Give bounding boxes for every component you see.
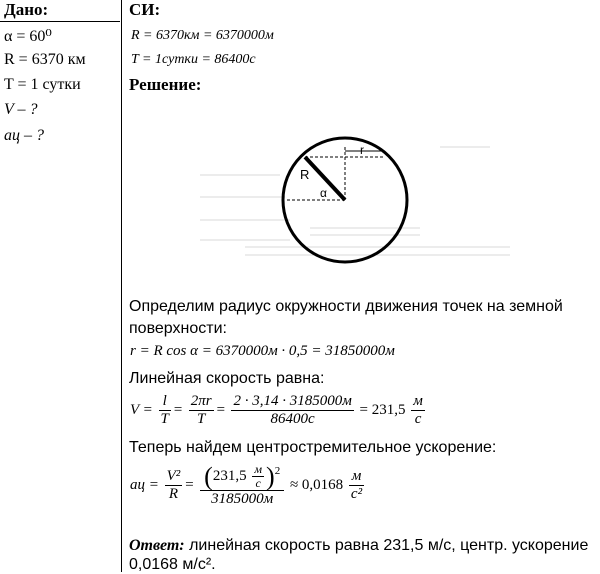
text-centripetal: Теперь найдем центростремительное ускорение: xyxy=(129,439,497,456)
formula-small-r: r = R cos α = 6370000м · 0,5 = 31850000м xyxy=(130,343,395,359)
text-radius-intro: Определим радиус окружности движения точек на земной xyxy=(129,298,563,315)
solution-title: Решение: xyxy=(129,75,202,94)
earth-diagram xyxy=(190,135,520,270)
frac-den: T xyxy=(196,411,206,427)
si-title: СИ: xyxy=(129,0,161,19)
frac-num: 2 · 3,14 · 3185000м xyxy=(233,393,352,409)
frac-num: м xyxy=(413,393,423,409)
given-title: Дано: xyxy=(4,0,49,19)
label-alpha: α xyxy=(320,186,327,200)
fraction-2pir-over-t xyxy=(189,393,214,428)
inner-unit xyxy=(252,463,264,490)
frac-den: 3185000м xyxy=(211,491,274,507)
frac-num: м xyxy=(349,468,364,486)
answer-paragraph xyxy=(129,536,599,574)
formula-acceleration: aц = $\frac{\text{V²}}{R}$ = (231,5 $\frac{м}{с}$ )$^2$ 3185000м ≈ 0,0168 $\frac{м}{\text{с²}}$ xyxy=(130,462,363,507)
faint-background-lines xyxy=(200,147,510,255)
formula-velocity: V = $\frac{l}{T}$ = $\frac{2\pi r}{T}$ = $\frac{2 \cdot 3,14 \cdot 3185000м}{86400с}$ = 231,5 $\frac{м}{с}$ xyxy=(130,393,423,427)
answer-text: линейная скорость равна 231,5 м/с, центр. ускорение 0,0168 м/с². xyxy=(129,537,589,573)
answer-label: Ответ: xyxy=(129,537,185,554)
text-linear-speed: Линейная скорость равна: xyxy=(129,370,325,387)
column-divider xyxy=(121,0,122,572)
fraction-l-over-t xyxy=(159,393,171,428)
si-line-period: T = 1сутки = 86400с xyxy=(131,52,256,67)
frac-den: R xyxy=(168,486,179,502)
fraction-unit xyxy=(411,393,425,428)
inner-value: 231,5 xyxy=(212,467,247,484)
fraction-v2-over-r xyxy=(165,468,183,503)
given-radius: R = 6370 км xyxy=(4,51,86,68)
frac-num: l xyxy=(159,393,171,411)
frac-den: с xyxy=(414,411,422,427)
frac-num: м xyxy=(254,462,263,476)
fraction-numeric xyxy=(200,463,284,508)
given-period: T = 1 сутки xyxy=(4,76,81,93)
given-alpha: α = 60⁰ xyxy=(4,28,52,45)
frac-den: T xyxy=(160,411,169,427)
frac-num-squared: (231,5 $\frac{м}{с}$ )$^2$ xyxy=(200,463,284,491)
text-radius-intro-cont: поверхности: xyxy=(129,320,227,337)
frac-den: с² xyxy=(350,486,363,502)
v-result: = 231,5 xyxy=(359,401,406,418)
given-column xyxy=(0,0,120,572)
frac-num: 2πr xyxy=(190,393,212,409)
frac-den: с xyxy=(255,476,261,490)
label-R: R xyxy=(300,167,310,182)
fraction-unit xyxy=(349,468,364,503)
frac-den: 86400с xyxy=(270,411,315,427)
frac-num: V² xyxy=(166,468,181,484)
v-lhs: V = xyxy=(130,401,153,418)
label-r: r xyxy=(360,143,364,157)
given-unknown-v: V – ? xyxy=(4,101,38,118)
si-line-radius: R = 6370км = 6370000м xyxy=(131,28,274,43)
given-unknown-a: aц – ? xyxy=(4,127,44,144)
power: 2 xyxy=(274,465,281,477)
a-result: ≈ 0,0168 xyxy=(289,476,344,493)
a-lhs: aц = xyxy=(130,476,159,493)
fraction-numeric xyxy=(231,393,353,428)
